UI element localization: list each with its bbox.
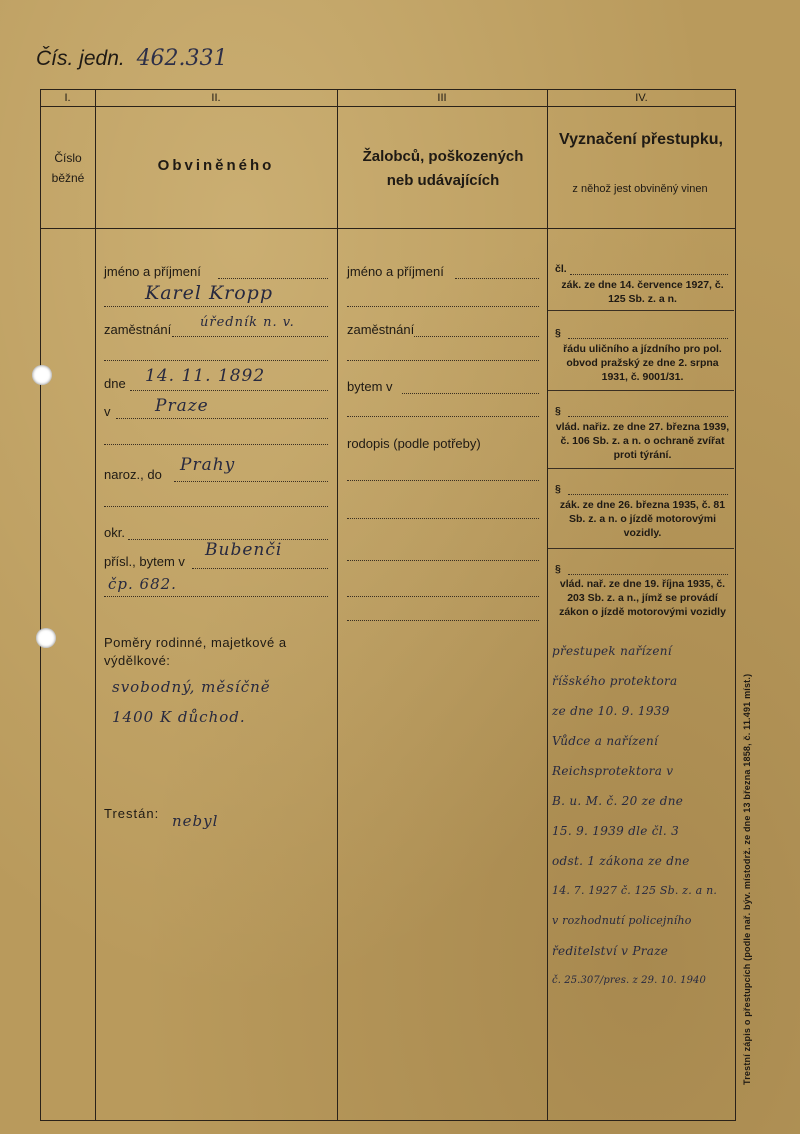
- accused-name-value: Karel Kropp: [145, 282, 274, 304]
- offense-note-line: ze dne 10. 9. 1939: [552, 704, 670, 718]
- accused-job-label: zaměstnání: [104, 322, 172, 337]
- residence-label: přísl., bytem v: [104, 554, 185, 569]
- offense-3-lead: §: [555, 405, 561, 417]
- district-label: okr.: [104, 525, 125, 540]
- offense-note-line: ředitelství v Praze: [552, 944, 669, 958]
- punished-value: nebyl: [172, 812, 219, 830]
- punished-label: Trestán:: [104, 806, 160, 821]
- offense-note-line: 14. 7. 1927 č. 125 Sb. z. a n.: [552, 884, 718, 897]
- offense-1-lead: čl.: [555, 263, 567, 275]
- offense-1-text: zák. ze dne 14. července 1927, č. 125 Sb. z. a n.: [561, 279, 724, 305]
- form-footer-vertical: Trestní zápis o přestupcích (podle nař. býv. místodrž. ze dne 13 března 1858, č. 11.491 míst.): [742, 673, 752, 1085]
- file-number-value: 462.331: [136, 46, 228, 71]
- column-subtitle-offense: z něhož jest obviněný vinen: [572, 183, 708, 195]
- punch-hole: [32, 365, 52, 385]
- offense-4-lead: §: [555, 483, 561, 495]
- column-title-number: Číslo běžné: [51, 151, 85, 185]
- column-number-2: II.: [211, 92, 221, 104]
- column-title-plaintiffs: Žalobců, poškozených neb udávajících: [362, 148, 524, 189]
- born-value: Prahy: [180, 455, 236, 475]
- offense-2-lead: §: [555, 327, 561, 339]
- plaintiff-rodopis-label: rodopis (podle potřeby): [347, 436, 481, 451]
- file-number-label: Čís. jedn.: [36, 47, 125, 70]
- column-number-1: I.: [64, 92, 71, 104]
- file-number: [36, 46, 228, 71]
- family-value-line2: 1400 K důchod.: [112, 708, 246, 726]
- residence-value: Bubenči: [205, 540, 283, 560]
- offense-note-line: v rozhodnutí policejního: [552, 914, 692, 927]
- offense-3-text: vlád. nařiz. ze dne 27. března 1939, č. 106 Sb. z. a n. o ochraně zvířat proti týrání.: [555, 421, 730, 461]
- offense-note-line: Vůdce a nařízení: [552, 734, 659, 748]
- plaintiff-name-label: jméno a příjmení: [347, 264, 444, 279]
- offense-note-line: B. u. M. č. 20 ze dne: [552, 794, 684, 808]
- birth-place-label: v: [104, 404, 111, 419]
- birth-date-label: dne: [104, 376, 126, 391]
- accused-name-label: jméno a příjmení: [104, 264, 201, 279]
- offense-note-line: 15. 9. 1939 dle čl. 3: [552, 824, 680, 838]
- plaintiff-residence-label: bytem v: [347, 379, 393, 394]
- offense-5-text: vlád. nař. ze dne 19. října 1935, č. 203 Sb. z. a n., jímž se provádí zákon o jízdě motorovými vozidly: [559, 578, 726, 618]
- column-title-accused: Obviněného: [157, 157, 275, 174]
- birth-date-value: 14. 11. 1892: [145, 366, 266, 386]
- offense-note-line: Reichsprotektora v: [552, 764, 674, 778]
- column-divider: [337, 89, 338, 1121]
- column-divider: [95, 89, 96, 1121]
- offense-note-line: říšského protektora: [552, 674, 678, 688]
- column-number-4: IV.: [635, 92, 648, 104]
- row-divider: [40, 228, 736, 229]
- offense-4-text: zák. ze dne 26. března 1935, č. 81 Sb. z. a n. o jízdě motorovými vozidly.: [559, 499, 726, 539]
- accused-job-value: úředník n. v.: [200, 315, 295, 330]
- offense-note-line: č. 25.307/pres. z 29. 10. 1940: [552, 975, 706, 986]
- residence-number: čp. 682.: [108, 575, 177, 593]
- family-value-line1: svobodný, měsíčně: [112, 678, 271, 696]
- born-label: naroz., do: [104, 467, 162, 482]
- column-divider: [547, 89, 548, 1121]
- offense-5-lead: §: [555, 563, 561, 575]
- handwritten-offense: [552, 636, 734, 996]
- family-label: Poměry rodinné, majetkové a výdělkové:: [104, 635, 287, 668]
- column-title-offense: Vyznačení přestupku,: [559, 131, 723, 148]
- column-number-3: III: [437, 92, 447, 104]
- birth-place-value: Praze: [155, 396, 209, 416]
- plaintiff-job-label: zaměstnání: [347, 322, 415, 337]
- offense-note-line: přestupek nařízení: [552, 644, 672, 658]
- row-divider: [40, 106, 736, 107]
- punch-hole: [36, 628, 56, 648]
- offense-note-line: odst. 1 zákona ze dne: [552, 854, 690, 868]
- offense-2-text: řádu uličního a jízdního pro pol. obvod pražský ze dne 2. srpna 1931, č. 9001/31.: [563, 343, 722, 383]
